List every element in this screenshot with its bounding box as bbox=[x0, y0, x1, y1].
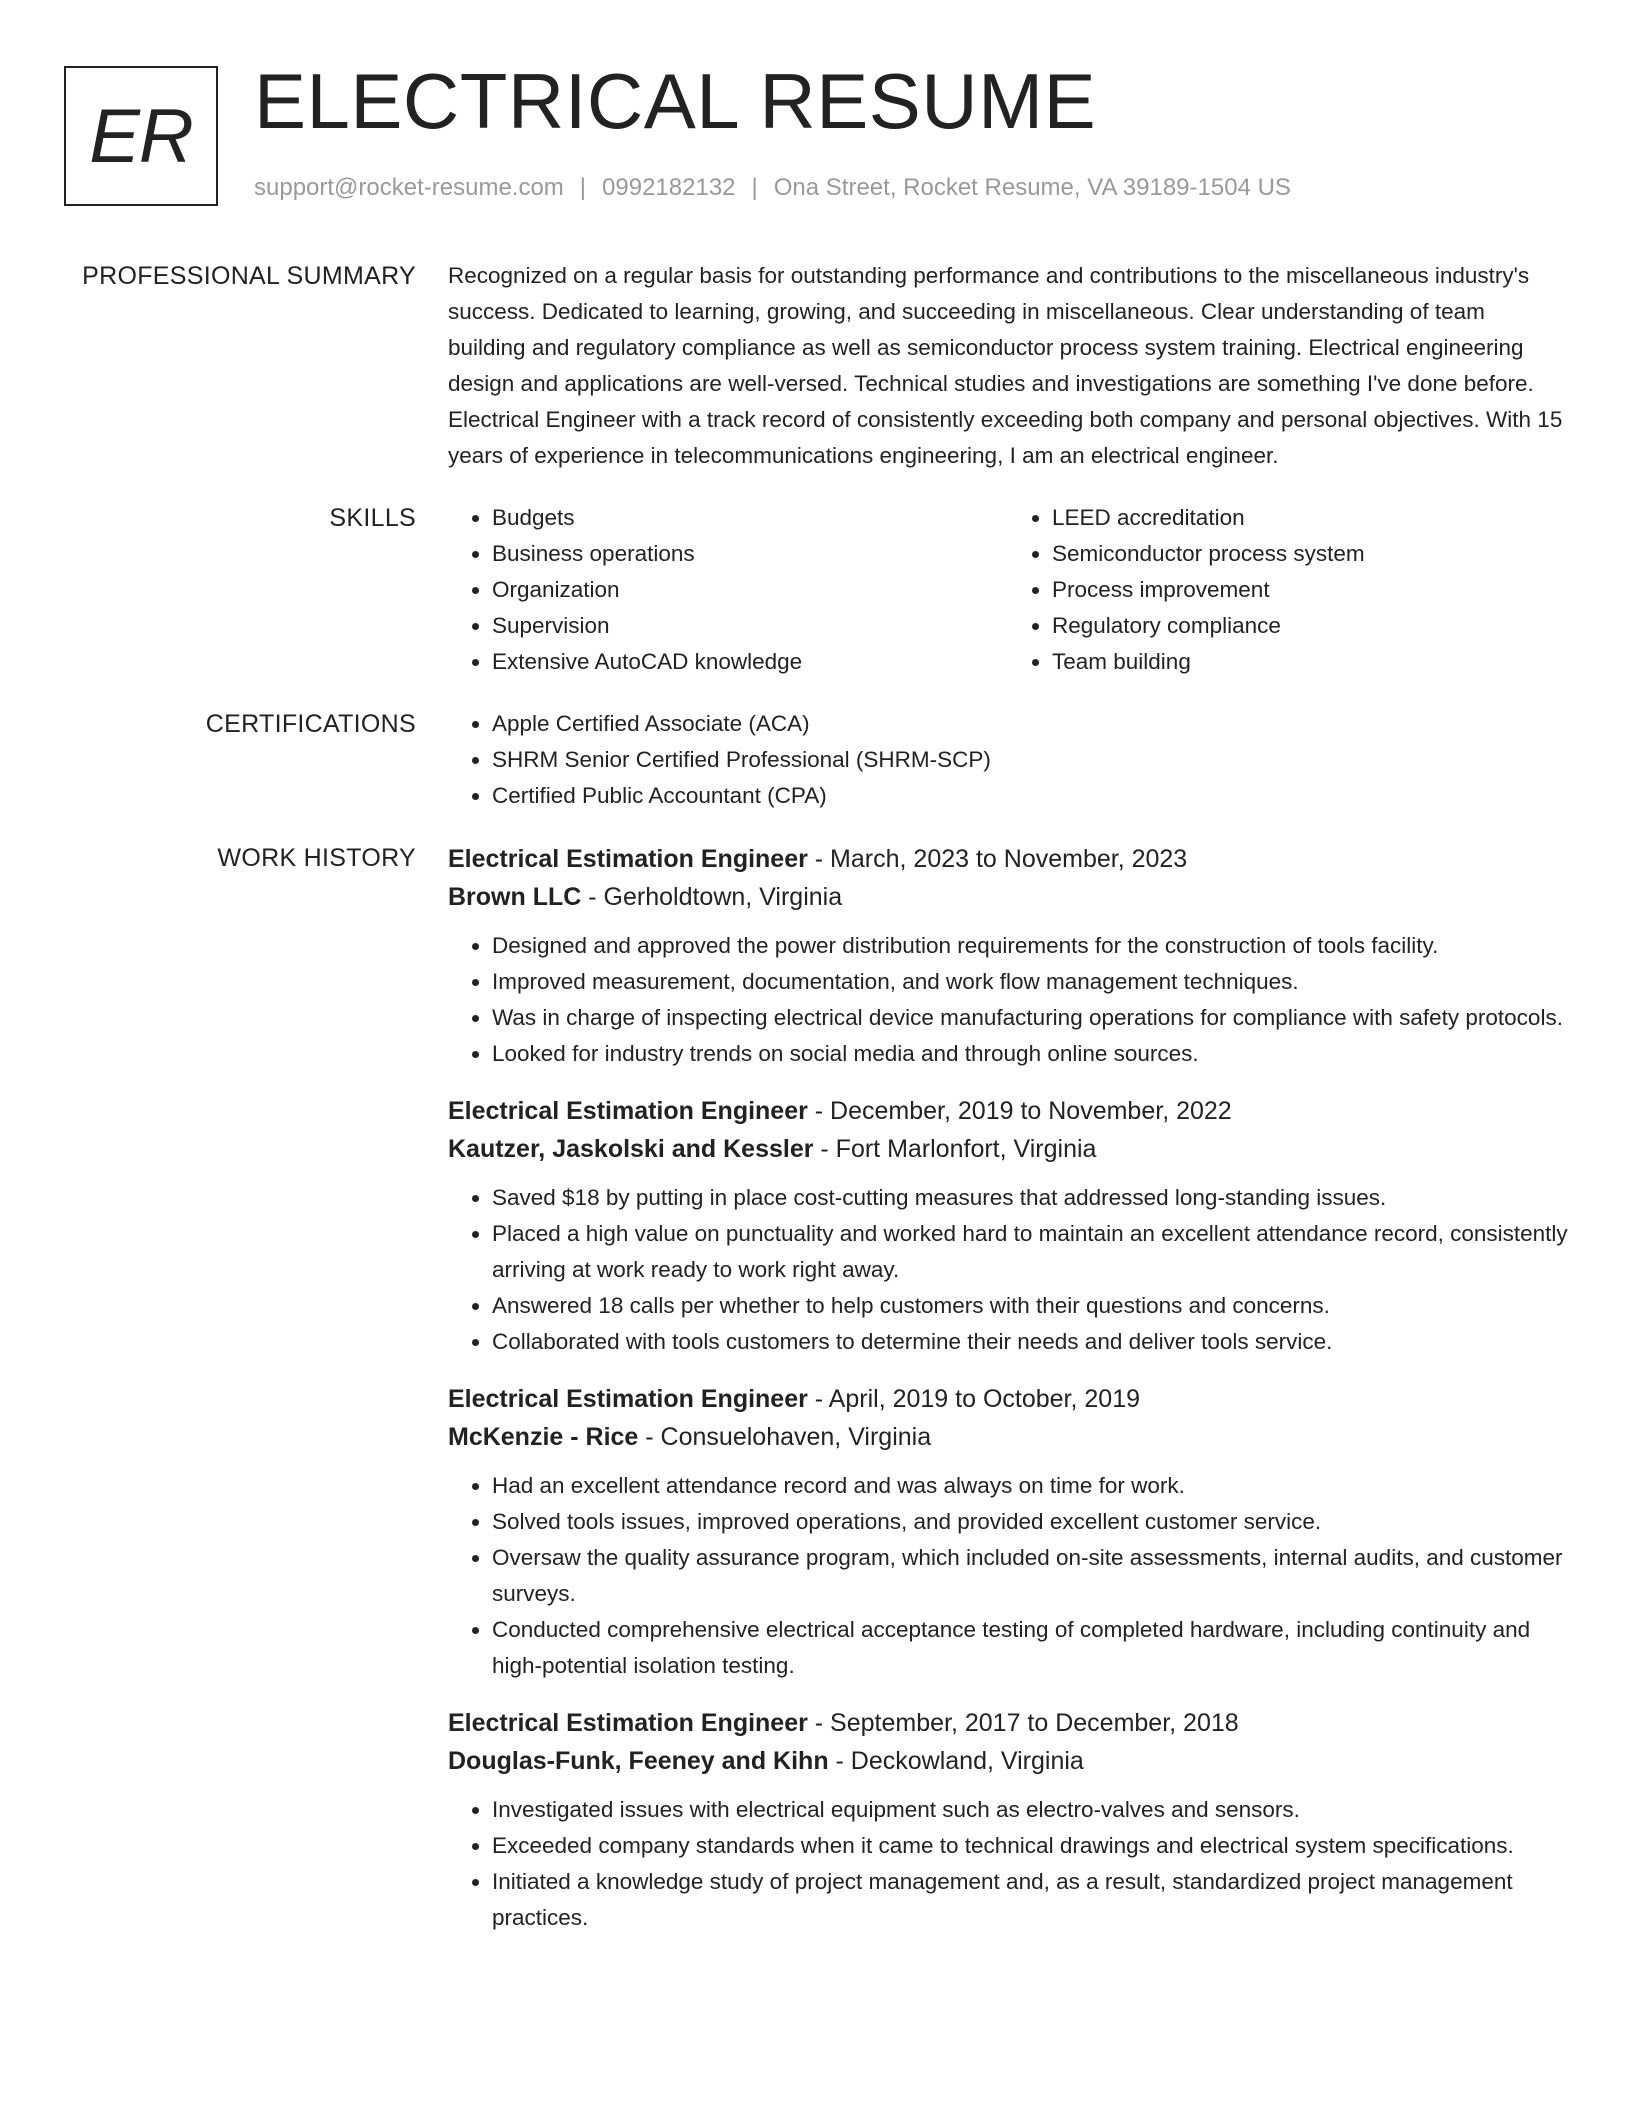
job-bullet: • Initiated a knowledge study of project management and, as a result, standardized project management practices. bbox=[492, 1864, 1568, 1936]
section-work-history bbox=[64, 840, 1568, 1956]
resume-header bbox=[64, 57, 1568, 214]
job-title-line bbox=[448, 1704, 1568, 1742]
section-certifications bbox=[64, 706, 1568, 814]
job-bullet: • Was in charge of inspecting electrical device manufacturing operations for compliance with safety protocols. bbox=[492, 1000, 1568, 1036]
job-bullet: • Investigated issues with electrical equipment such as electro-valves and sensors. bbox=[492, 1792, 1568, 1828]
resume-title: ELECTRICAL RESUME bbox=[254, 57, 1097, 145]
skill-item: • Extensive AutoCAD knowledge bbox=[492, 644, 1008, 680]
section-label-certifications: CERTIFICATIONS bbox=[205, 710, 416, 738]
job-bullet: • Collaborated with tools customers to determine their needs and deliver tools service. bbox=[492, 1324, 1568, 1360]
skill-item: • Business operations bbox=[492, 536, 1008, 572]
job-entry bbox=[448, 1380, 1568, 1684]
job-entry bbox=[448, 840, 1568, 1072]
job-title-line bbox=[448, 840, 1568, 878]
certifications-list bbox=[448, 706, 1568, 814]
job-title-line bbox=[448, 1380, 1568, 1418]
certification-item: • Certified Public Accountant (CPA) bbox=[492, 778, 1568, 814]
job-bullet: • Conducted comprehensive electrical acceptance testing of completed hardware, including continuity and high-potential isolation testing. bbox=[492, 1612, 1568, 1684]
section-label-skills: SKILLS bbox=[329, 504, 416, 532]
summary-text: Recognized on a regular basis for outstanding performance and contributions to the miscellaneous industry's success. Dedicated to learning, growing, and succeeding in miscellaneous. Clear understanding of team building and regulatory compliance as well as semiconductor process system training. Electrical engineering design and applications are well-versed. Technical studies and investigations are something I've done before. Electrical Engineer with a track record of consistently exceeding both company and personal objectives. With 15 years of experience in telecommunications engineering, I am an electrical engineer. bbox=[448, 263, 1563, 468]
job-location: - Deckowland, Virginia bbox=[828, 1747, 1084, 1775]
skill-item: • Budgets bbox=[492, 500, 1008, 536]
job-company-line bbox=[448, 1742, 1568, 1780]
section-label-summary: PROFESSIONAL SUMMARY bbox=[82, 262, 416, 290]
contact-line bbox=[254, 174, 1291, 202]
job-bullets bbox=[448, 1180, 1568, 1360]
certification-item: • SHRM Senior Certified Professional (SHRM-SCP) bbox=[492, 742, 1568, 778]
job-bullet: • Designed and approved the power distribution requirements for the construction of tools facility. bbox=[492, 928, 1568, 964]
section-skills bbox=[64, 500, 1568, 680]
job-title: Electrical Estimation Engineer bbox=[448, 1709, 808, 1737]
skill-item: • LEED accreditation bbox=[1052, 500, 1568, 536]
job-company: Brown LLC bbox=[448, 883, 582, 911]
job-title: Electrical Estimation Engineer bbox=[448, 845, 808, 873]
job-dates: - December, 2019 to November, 2022 bbox=[807, 1097, 1232, 1125]
job-location: - Fort Marlonfort, Virginia bbox=[813, 1135, 1097, 1163]
job-entry bbox=[448, 1704, 1568, 1936]
skill-item: • Semiconductor process system bbox=[1052, 536, 1568, 572]
job-bullet: • Saved $18 by putting in place cost-cutting measures that addressed long-standing issues. bbox=[492, 1180, 1568, 1216]
job-dates: - September, 2017 to December, 2018 bbox=[807, 1709, 1239, 1737]
job-bullet: • Oversaw the quality assurance program, which included on-site assessments, internal audits, and customer surveys. bbox=[492, 1540, 1568, 1612]
job-bullet: • Had an excellent attendance record and was always on time for work. bbox=[492, 1468, 1568, 1504]
job-company: McKenzie - Rice bbox=[448, 1423, 639, 1451]
resume-body bbox=[64, 258, 1568, 1982]
skill-item: • Regulatory compliance bbox=[1052, 608, 1568, 644]
section-summary bbox=[64, 258, 1568, 474]
job-bullet: • Placed a high value on punctuality and worked hard to maintain an excellent attendance record, consistently arriving at work ready to work right away. bbox=[492, 1216, 1568, 1288]
job-bullet: • Answered 18 calls per whether to help customers with their questions and concerns. bbox=[492, 1288, 1568, 1324]
job-company-line bbox=[448, 878, 1568, 916]
job-title-line bbox=[448, 1092, 1568, 1130]
job-dates: - March, 2023 to November, 2023 bbox=[807, 845, 1188, 873]
contact-separator: | bbox=[579, 174, 587, 201]
skills-list-left bbox=[448, 500, 1008, 680]
skill-item: • Organization bbox=[492, 572, 1008, 608]
job-title: Electrical Estimation Engineer bbox=[448, 1097, 808, 1125]
skill-item: • Supervision bbox=[492, 608, 1008, 644]
contact-address: Ona Street, Rocket Resume, VA 39189-1504 US bbox=[773, 174, 1291, 201]
certification-item: • Apple Certified Associate (ACA) bbox=[492, 706, 1568, 742]
job-company-line bbox=[448, 1418, 1568, 1456]
job-company: Douglas-Funk, Feeney and Kihn bbox=[448, 1747, 829, 1775]
job-company: Kautzer, Jaskolski and Kessler bbox=[448, 1135, 814, 1163]
contact-phone: 0992182132 bbox=[602, 174, 736, 201]
job-dates: - April, 2019 to October, 2019 bbox=[807, 1385, 1140, 1413]
job-entry bbox=[448, 1092, 1568, 1360]
contact-email: support@rocket-resume.com bbox=[254, 174, 564, 201]
job-bullets bbox=[448, 1468, 1568, 1684]
skills-list-right bbox=[1008, 500, 1568, 680]
skill-item: • Team building bbox=[1052, 644, 1568, 680]
section-label-work-history: WORK HISTORY bbox=[217, 844, 416, 872]
contact-separator: | bbox=[751, 174, 758, 201]
job-bullets bbox=[448, 928, 1568, 1072]
skill-item: • Process improvement bbox=[1052, 572, 1568, 608]
job-bullet: • Improved measurement, documentation, and work flow management techniques. bbox=[492, 964, 1568, 1000]
job-company-line bbox=[448, 1130, 1568, 1168]
job-location: - Consuelohaven, Virginia bbox=[638, 1423, 932, 1451]
job-bullet: • Solved tools issues, improved operations, and provided excellent customer service. bbox=[492, 1504, 1568, 1540]
job-location: - Gerholdtown, Virginia bbox=[581, 883, 843, 911]
job-title: Electrical Estimation Engineer bbox=[448, 1385, 808, 1413]
job-bullet: • Looked for industry trends on social media and through online sources. bbox=[492, 1036, 1568, 1072]
job-bullets bbox=[448, 1792, 1568, 1936]
monogram-logo: ER bbox=[64, 66, 218, 206]
job-bullet: • Exceeded company standards when it came to technical drawings and electrical system specifications. bbox=[492, 1828, 1568, 1864]
